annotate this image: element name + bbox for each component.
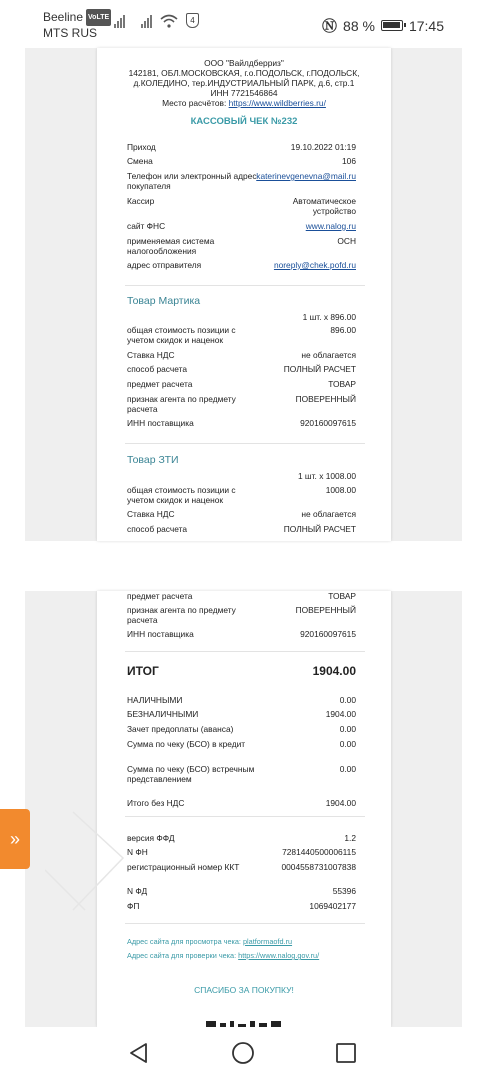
status-bar [0,0,486,48]
total-label: ИТОГ [127,664,159,678]
field-value: ПОВЕРЕННЫЙ [295,394,356,404]
field-label: признак агента по предмету расчета [127,605,236,625]
field-value: ТОВАР [328,591,356,601]
side-panel-tab[interactable] [0,809,30,869]
field-label: регистрационный номер ККТ [127,862,240,872]
field-label: предмет расчета [127,379,193,389]
field-label: Итого без НДС [127,798,185,808]
field-value-link[interactable]: noreply@chek.pofd.ru [273,260,356,270]
recents-icon[interactable] [335,1042,357,1064]
signal2-icon [141,14,152,28]
field-label: Смена [127,156,153,166]
field-value: 896.00 [330,325,356,335]
field-label: сайт ФНС [127,221,166,231]
field-label: общая стоимость позиции с учетом скидок и наценок [127,485,236,505]
status-right [322,15,444,36]
field-label: БЕЗНАЛИЧНЫМИ [127,709,199,719]
address-line-2: д.КОЛЕДИНО, тер.ИНДУСТРИАЛЬНЫЙ ПАРК, д.6, стр.1 [133,78,355,88]
field-value: 0.00 [339,724,356,734]
field-value: ПОЛНЫЙ РАСЧЕТ [283,364,356,374]
field-label: общая стоимость позиции с учетом скидок и наценок [127,325,236,345]
qr-code-icon [206,1019,282,1027]
field-label: Кассир [127,196,155,206]
view-check-address: Адрес сайта для просмотра чека: platformaofd.ru [127,937,293,946]
field-value: 106 [342,156,356,166]
field-value: 7281440500006115 [282,847,356,857]
item-2-name: Товар ЗТИ [127,454,179,466]
receipt-page-1[interactable] [97,48,391,541]
field-label: N ФД [127,886,148,896]
field-value: ОСН [337,236,356,246]
field-value: 0.00 [339,764,356,774]
carrier1-name: Beeline [43,10,84,24]
signal-icons [114,13,199,28]
navigation-bar [0,1027,486,1080]
thanks-message: СПАСИБО ЗА ПОКУПКУ! [194,985,294,995]
place-of-settlement: Место расчётов: https://www.wildberries.ru/ [162,98,326,108]
field-value-link[interactable]: katerinevgenevna@mail.ru [256,171,356,181]
field-value: 55396 [332,886,356,896]
field-label: Приход [127,142,156,152]
divider [125,816,365,817]
total-value: 1904.00 [312,664,356,678]
carrier2-name: MTS RUS [43,26,97,40]
verify-check-address: Адрес сайта для проверки чека: https://www.nalog.gov.ru/ [127,951,320,960]
signal1-icon [114,14,125,28]
field-label: способ расчета [127,524,187,534]
check-title: КАССОВЫЙ ЧЕК №232 [190,116,298,127]
field-label: Ставка НДС [127,509,175,519]
field-value: 920160097615 [300,418,356,428]
field-label: признак агента по предмету расчета [127,394,236,414]
field-value: 19.10.2022 01:19 [290,142,356,152]
divider [125,651,365,652]
item-2-qty: 1 шт. х 1008.00 [297,471,356,481]
field-label: применяемая система налогообложения [127,236,215,256]
wifi-icon [160,14,178,28]
divider [125,443,365,444]
back-icon[interactable] [128,1042,150,1064]
receipt-page-2[interactable] [97,591,391,1027]
field-label: Сумма по чеку (БСО) в кредит [127,739,246,749]
carrier-info [43,9,111,41]
field-label: Ставка НДС [127,350,175,360]
clock: 17:45 [408,17,444,34]
field-value: не облагается [301,509,356,519]
address-line-1: 142181, ОБЛ.МОСКОВСКАЯ, г.о.ПОДОЛЬСК, г.ПОДОЛЬСК, [128,68,360,78]
field-label: Зачет предоплаты (аванса) [127,724,234,734]
nalog-gov-link[interactable]: https://www.nalog.gov.ru/ [238,951,320,960]
field-label: предмет расчета [127,591,193,601]
nfc-icon: Ⓝ [322,18,338,35]
field-value: не облагается [301,350,356,360]
field-value: 920160097615 [300,629,356,639]
home-icon[interactable] [231,1041,255,1065]
field-label: адрес отправителя [127,260,202,270]
field-label: N ФН [127,847,148,857]
field-label: версия ФФД [127,833,175,843]
field-label: способ расчета [127,364,187,374]
field-label: ФП [127,901,140,911]
field-value: Автоматическое устройство [292,196,356,216]
field-value: 1008.00 [325,485,356,495]
field-label: Сумма по чеку (БСО) встречным представлением [127,764,255,784]
field-value: ТОВАР [328,379,356,389]
platformaofd-link[interactable]: platformaofd.ru [243,937,293,946]
volte-badge: VoLTE [86,9,111,26]
field-value: 1904.00 [325,798,356,808]
battery-icon [381,20,403,31]
field-value: ПОВЕРЕННЫЙ [295,605,356,615]
notification-shield-icon: 4 [186,13,199,28]
field-label: ИНН поставщика [127,629,194,639]
divider [125,285,365,286]
field-value: 1904.00 [325,709,356,719]
item-1-name: Товар Мартика [127,295,201,307]
company-name: ООО "Вайлдберриз" [204,58,284,68]
background-arrow-shape [45,810,125,920]
field-value: 0.00 [339,695,356,705]
field-value: 0.00 [339,739,356,749]
field-label: Телефон или электронный адрес покупателя [127,171,257,191]
field-label: ИНН поставщика [127,418,194,428]
field-value: 0004558731007838 [281,862,356,872]
field-label: НАЛИЧНЫМИ [127,695,183,705]
double-chevron-right-icon: » [9,828,20,849]
wildberries-link[interactable]: https://www.wildberries.ru/ [228,98,326,108]
field-value-link[interactable]: www.nalog.ru [305,221,356,231]
company-inn: ИНН 7721546864 [210,88,278,98]
field-value: 1069402177 [309,901,356,911]
field-value: 1.2 [344,833,356,843]
field-value: ПОЛНЫЙ РАСЧЕТ [283,524,356,534]
battery-percent: 88 % [343,17,375,34]
divider [125,923,365,924]
item-1-qty: 1 шт. х 896.00 [302,312,356,322]
